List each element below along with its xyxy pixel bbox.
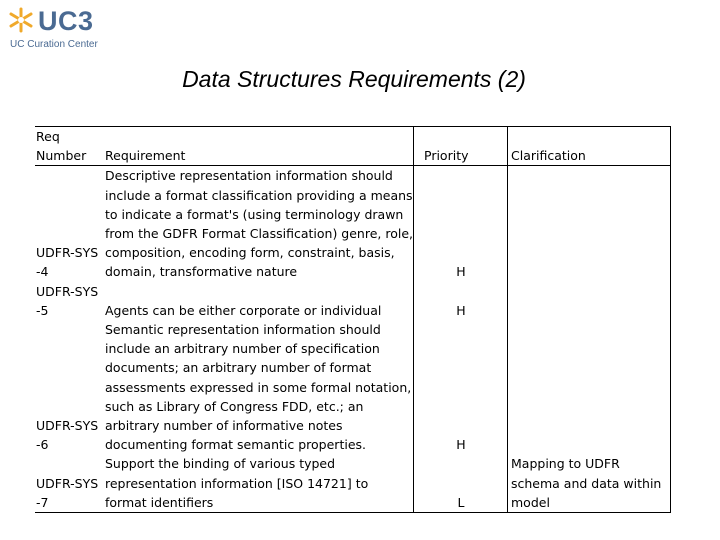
req-id: UDFR-SYS -5: [36, 283, 99, 318]
requirements-table: [35, 126, 671, 513]
req-priority: H: [414, 320, 508, 454]
table-row: [35, 320, 671, 454]
req-priority: H: [414, 166, 508, 282]
table-row: [35, 282, 671, 320]
logo-subtitle: UC Curation Center: [10, 39, 98, 50]
header-priority: Priority: [414, 127, 508, 166]
req-clarification: [508, 166, 671, 282]
logo-brand-text: UC3: [38, 6, 94, 36]
req-text: Agents can be either corporate or individual: [103, 282, 414, 320]
req-priority: L: [414, 454, 508, 512]
req-id: UDFR-SYS -7: [35, 454, 103, 512]
req-text: Support the binding of various typed representation information [ISO 14721] to format identifiers: [103, 454, 414, 512]
req-priority: H: [414, 282, 508, 320]
table-header-row: [35, 127, 671, 166]
req-text: Descriptive representation information should include a format classification providing a means to indicate a format's (using terminology drawn from the GDFR Format Classification) genre, role, composition, encoding form, constraint, basis, domain, transformative nature: [103, 166, 414, 282]
req-text: Semantic representation information should include an arbitrary number of specification documents; an arbitrary number of format assessments expressed in some formal notation, such as Library of Congress FDD, etc.; an arbitrary number of informative notes documenting format semantic properties.: [103, 320, 414, 454]
header-clarification: Clarification: [508, 127, 671, 166]
sunburst-icon: [8, 6, 34, 34]
req-clarification: Mapping to UDFR schema and data within model: [508, 454, 671, 512]
uc3-logo: [8, 6, 128, 50]
table-row: [35, 166, 671, 282]
req-id: UDFR-SYS -4: [36, 245, 99, 280]
req-clarification: [508, 320, 671, 454]
header-req-number: Req Number: [35, 127, 103, 166]
page-title: Data Structures Requirements (2): [182, 66, 526, 92]
header-requirement: Requirement: [103, 127, 414, 166]
req-id: UDFR-SYS -6: [36, 418, 99, 453]
req-clarification: [508, 282, 671, 320]
table-row: [35, 454, 671, 512]
